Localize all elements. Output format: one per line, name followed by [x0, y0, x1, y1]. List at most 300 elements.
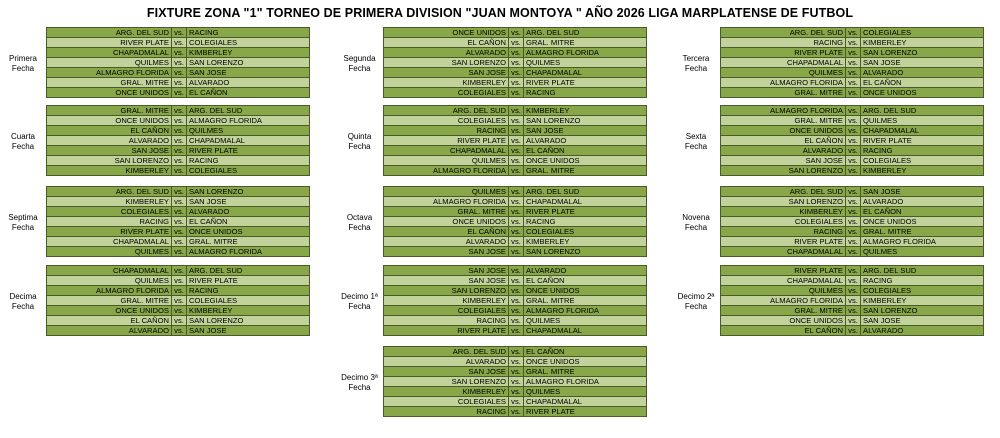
fecha-label-line2: Fecha — [348, 141, 371, 151]
match-row — [721, 38, 984, 48]
home-team: ONCE UNIDOS — [47, 306, 172, 316]
vs-label: vs. — [509, 58, 524, 68]
match-row — [721, 126, 984, 136]
match-row — [721, 68, 984, 78]
home-team: GRAL. MITRE — [47, 78, 172, 88]
vs-label: vs. — [509, 286, 524, 296]
match-row — [47, 266, 310, 276]
fecha-label-line1: Novena — [682, 212, 710, 222]
away-team: ARG. DEL SUD — [187, 106, 310, 116]
away-team: RIVER PLATE — [524, 207, 647, 217]
away-team: RACING — [187, 28, 310, 38]
match-row — [47, 126, 310, 136]
match-row — [384, 286, 647, 296]
vs-label: vs. — [509, 156, 524, 166]
away-team: ALMAGRO FLORIDA — [524, 377, 647, 387]
fecha-label-line1: Octava — [346, 212, 373, 222]
away-team: CHAPADMALAL — [524, 326, 647, 336]
home-team: COLEGIALES — [384, 88, 509, 98]
vs-label: vs. — [172, 28, 187, 38]
fecha-label — [336, 54, 383, 74]
away-team: QUILMES — [524, 316, 647, 326]
match-row — [384, 347, 647, 357]
away-team: EL CAÑON — [861, 207, 984, 217]
match-row — [47, 28, 310, 38]
vs-label: vs. — [846, 156, 861, 166]
away-team: RACING — [524, 217, 647, 227]
vs-label: vs. — [509, 377, 524, 387]
fixture-table — [720, 265, 984, 336]
match-row — [384, 217, 647, 227]
home-team: EL CAÑON — [47, 126, 172, 136]
home-team: CHAPADMALAL — [47, 237, 172, 247]
home-team: ALMAGRO FLORIDA — [47, 68, 172, 78]
vs-label: vs. — [509, 276, 524, 286]
fecha-label-line2: Fecha — [11, 141, 35, 151]
fecha-label — [0, 54, 46, 74]
vs-label: vs. — [172, 166, 187, 176]
match-row — [384, 187, 647, 197]
home-team: ALVARADO — [47, 326, 172, 336]
vs-label: vs. — [846, 217, 861, 227]
vs-label: vs. — [846, 38, 861, 48]
vs-label: vs. — [172, 237, 187, 247]
home-team: SAN JOSE — [47, 146, 172, 156]
page-title: FIXTURE ZONA "1" TORNEO DE PRIMERA DIVISION "JUAN MONTOYA " AÑO 2026 LIGA MARPLATENSE DE FUTBOL — [146, 6, 854, 20]
away-team: ONCE UNIDOS — [861, 217, 984, 227]
vs-label: vs. — [846, 266, 861, 276]
vs-label: vs. — [509, 187, 524, 197]
vs-label: vs. — [846, 286, 861, 296]
away-team: ALVARADO — [524, 136, 647, 146]
fecha-label — [336, 292, 383, 312]
home-team: ARG. DEL SUD — [721, 28, 846, 38]
home-team: KIMBERLEY — [384, 387, 509, 397]
match-row — [721, 207, 984, 217]
away-team: SAN JOSE — [187, 197, 310, 207]
away-team: GRAL. MITRE — [524, 296, 647, 306]
home-team: ALMAGRO FLORIDA — [47, 286, 172, 296]
home-team: EL CAÑON — [384, 227, 509, 237]
match-row — [384, 68, 647, 78]
match-row — [384, 367, 647, 377]
away-team: ONCE UNIDOS — [524, 286, 647, 296]
fecha-label-line1: Quinta — [347, 131, 372, 141]
home-team: GRAL. MITRE — [721, 88, 846, 98]
vs-label: vs. — [846, 316, 861, 326]
match-row — [384, 166, 647, 176]
fecha-label-line1: Tercera — [682, 53, 710, 63]
away-team: SAN JOSE — [861, 187, 984, 197]
fecha-label — [672, 132, 720, 152]
fecha-label-line2: Fecha — [11, 222, 35, 232]
home-team: ARG. DEL SUD — [47, 28, 172, 38]
match-row — [47, 316, 310, 326]
away-team: SAN LORENZO — [524, 116, 647, 126]
vs-label: vs. — [172, 106, 187, 116]
home-team: SAN JOSE — [384, 367, 509, 377]
vs-label: vs. — [509, 367, 524, 377]
vs-label: vs. — [509, 316, 524, 326]
away-team: SAN LORENZO — [524, 247, 647, 257]
vs-label: vs. — [846, 78, 861, 88]
match-row — [721, 116, 984, 126]
away-team: COLEGIALES — [187, 296, 310, 306]
home-team: RIVER PLATE — [721, 48, 846, 58]
away-team: SAN LORENZO — [187, 316, 310, 326]
vs-label: vs. — [509, 227, 524, 237]
away-team: KIMBERLEY — [524, 106, 647, 116]
fecha-label-line2: Fecha — [684, 141, 708, 151]
fecha-label-line1: Segunda — [343, 53, 376, 63]
match-row — [47, 116, 310, 126]
vs-label: vs. — [509, 217, 524, 227]
match-row — [47, 156, 310, 166]
home-team: QUILMES — [47, 58, 172, 68]
home-team: QUILMES — [721, 68, 846, 78]
fecha-label-line2: Fecha — [348, 63, 371, 73]
away-team: RACING — [187, 156, 310, 166]
fecha-label-line2: Fecha — [348, 301, 371, 311]
away-team: ARG. DEL SUD — [861, 106, 984, 116]
match-row — [47, 78, 310, 88]
home-team: CHAPADMALAL — [47, 266, 172, 276]
match-row — [721, 88, 984, 98]
match-row — [384, 146, 647, 156]
fecha-label-line1: Primera — [8, 53, 37, 63]
away-team: QUILMES — [187, 126, 310, 136]
home-team: GRAL. MITRE — [721, 116, 846, 126]
away-team: RACING — [524, 88, 647, 98]
vs-label: vs. — [172, 276, 187, 286]
match-row — [384, 357, 647, 367]
home-team: RACING — [47, 217, 172, 227]
away-team: KIMBERLEY — [861, 38, 984, 48]
away-team: ARG. DEL SUD — [187, 266, 310, 276]
away-team: EL CAÑON — [524, 347, 647, 357]
match-row — [721, 247, 984, 257]
match-row — [384, 58, 647, 68]
fecha-label-line2: Fecha — [348, 222, 371, 232]
fecha-label-line1: Decimo 2ª — [677, 291, 715, 301]
vs-label: vs. — [509, 357, 524, 367]
vs-label: vs. — [172, 126, 187, 136]
home-team: ONCE UNIDOS — [47, 116, 172, 126]
home-team: EL CAÑON — [721, 326, 846, 336]
away-team: EL CAÑON — [524, 146, 647, 156]
vs-label: vs. — [509, 136, 524, 146]
vs-label: vs. — [172, 48, 187, 58]
away-team: SAN JOSE — [524, 126, 647, 136]
match-row — [47, 68, 310, 78]
vs-label: vs. — [846, 136, 861, 146]
fecha-label — [672, 213, 720, 233]
home-team: ARG. DEL SUD — [384, 347, 509, 357]
fixture-table — [383, 265, 647, 336]
match-row — [384, 397, 647, 407]
home-team: EL CAÑON — [384, 38, 509, 48]
away-team: GRAL. MITRE — [861, 227, 984, 237]
vs-label: vs. — [846, 116, 861, 126]
home-team: SAN LORENZO — [721, 197, 846, 207]
fecha-label-line2: Fecha — [684, 301, 708, 311]
match-row — [721, 227, 984, 237]
away-team: CHAPADMALAL — [187, 136, 310, 146]
match-row — [384, 296, 647, 306]
fecha-label — [336, 373, 383, 393]
home-team: ONCE UNIDOS — [721, 126, 846, 136]
away-team: COLEGIALES — [861, 286, 984, 296]
home-team: CHAPADMALAL — [721, 276, 846, 286]
vs-label: vs. — [172, 247, 187, 257]
away-team: SAN LORENZO — [187, 58, 310, 68]
fecha-label — [0, 213, 46, 233]
vs-label: vs. — [172, 316, 187, 326]
vs-label: vs. — [509, 247, 524, 257]
match-row — [47, 276, 310, 286]
home-team: ALVARADO — [384, 48, 509, 58]
fecha-label — [336, 213, 383, 233]
away-team: KIMBERLEY — [861, 166, 984, 176]
fixture-table — [46, 105, 310, 176]
vs-label: vs. — [509, 197, 524, 207]
fecha-label-line1: Decimo 1ª — [341, 291, 378, 301]
away-team: ALVARADO — [861, 68, 984, 78]
match-row — [47, 237, 310, 247]
away-team: ALMAGRO FLORIDA — [861, 237, 984, 247]
fecha-label-line1: Sexta — [685, 131, 707, 141]
vs-label: vs. — [509, 106, 524, 116]
vs-label: vs. — [846, 237, 861, 247]
vs-label: vs. — [509, 326, 524, 336]
away-team: KIMBERLEY — [187, 48, 310, 58]
vs-label: vs. — [846, 126, 861, 136]
home-team: ONCE UNIDOS — [47, 88, 172, 98]
vs-label: vs. — [509, 116, 524, 126]
match-row — [384, 387, 647, 397]
match-row — [47, 48, 310, 58]
vs-label: vs. — [172, 68, 187, 78]
vs-label: vs. — [509, 146, 524, 156]
home-team: ONCE UNIDOS — [721, 316, 846, 326]
vs-label: vs. — [846, 187, 861, 197]
home-team: CHAPADMALAL — [384, 146, 509, 156]
match-row — [47, 227, 310, 237]
home-team: CHAPADMALAL — [47, 48, 172, 58]
vs-label: vs. — [509, 266, 524, 276]
home-team: ALVARADO — [47, 136, 172, 146]
match-row — [721, 136, 984, 146]
fecha-label-line1: Septima — [8, 212, 38, 222]
vs-label: vs. — [846, 247, 861, 257]
away-team: ALVARADO — [187, 207, 310, 217]
match-row — [384, 316, 647, 326]
fecha-label-line2: Fecha — [11, 63, 35, 73]
vs-label: vs. — [172, 58, 187, 68]
home-team: ALVARADO — [721, 146, 846, 156]
away-team: EL CAÑON — [187, 88, 310, 98]
match-row — [47, 106, 310, 116]
match-row — [384, 407, 647, 417]
home-team: GRAL. MITRE — [721, 306, 846, 316]
away-team: GRAL. MITRE — [524, 38, 647, 48]
vs-label: vs. — [172, 78, 187, 88]
vs-label: vs. — [846, 68, 861, 78]
home-team: ARG. DEL SUD — [384, 106, 509, 116]
vs-label: vs. — [846, 106, 861, 116]
home-team: SAN JOSE — [721, 156, 846, 166]
away-team: ALVARADO — [861, 326, 984, 336]
match-row — [384, 156, 647, 166]
home-team: ALMAGRO FLORIDA — [721, 296, 846, 306]
away-team: SAN JOSE — [861, 58, 984, 68]
match-row — [384, 88, 647, 98]
match-row — [47, 58, 310, 68]
away-team: CHAPADMALAL — [524, 197, 647, 207]
home-team: RIVER PLATE — [384, 136, 509, 146]
away-team: ARG. DEL SUD — [524, 28, 647, 38]
fecha-label-line1: Decima — [9, 291, 37, 301]
away-team: CHAPADMALAL — [524, 68, 647, 78]
vs-label: vs. — [846, 197, 861, 207]
fixture-table — [383, 27, 647, 98]
away-team: QUILMES — [861, 116, 984, 126]
away-team: ALVARADO — [187, 78, 310, 88]
away-team: SAN LORENZO — [861, 306, 984, 316]
match-row — [384, 136, 647, 146]
match-row — [384, 48, 647, 58]
match-row — [721, 146, 984, 156]
home-team: SAN JOSE — [384, 266, 509, 276]
vs-label: vs. — [172, 156, 187, 166]
fecha-label — [336, 132, 383, 152]
match-row — [47, 187, 310, 197]
home-team: RIVER PLATE — [47, 227, 172, 237]
vs-label: vs. — [509, 347, 524, 357]
fixture-table — [720, 105, 984, 176]
home-team: RIVER PLATE — [721, 266, 846, 276]
home-team: RACING — [721, 38, 846, 48]
vs-label: vs. — [172, 197, 187, 207]
away-team: ALVARADO — [524, 266, 647, 276]
home-team: RACING — [384, 316, 509, 326]
match-row — [384, 197, 647, 207]
home-team: KIMBERLEY — [47, 166, 172, 176]
home-team: RIVER PLATE — [721, 237, 846, 247]
home-team: SAN JOSE — [384, 276, 509, 286]
fixture-table — [720, 27, 984, 98]
home-team: ALVARADO — [384, 237, 509, 247]
match-row — [47, 207, 310, 217]
vs-label: vs. — [509, 78, 524, 88]
vs-label: vs. — [172, 286, 187, 296]
vs-label: vs. — [846, 146, 861, 156]
match-row — [47, 88, 310, 98]
home-team: SAN LORENZO — [721, 166, 846, 176]
match-row — [384, 266, 647, 276]
match-row — [47, 197, 310, 207]
home-team: CHAPADMALAL — [721, 247, 846, 257]
match-row — [384, 116, 647, 126]
match-row — [721, 306, 984, 316]
fixture-table — [720, 186, 984, 257]
vs-label: vs. — [846, 296, 861, 306]
home-team: RIVER PLATE — [384, 326, 509, 336]
fecha-label-line2: Fecha — [684, 222, 708, 232]
home-team: COLEGIALES — [384, 306, 509, 316]
vs-label: vs. — [509, 68, 524, 78]
away-team: SAN JOSE — [187, 326, 310, 336]
away-team: CHAPADMALAL — [524, 397, 647, 407]
match-row — [721, 106, 984, 116]
vs-label: vs. — [172, 227, 187, 237]
fecha-label-line1: Decimo 3ª — [341, 372, 378, 382]
vs-label: vs. — [172, 146, 187, 156]
vs-label: vs. — [846, 88, 861, 98]
match-row — [47, 286, 310, 296]
away-team: COLEGIALES — [861, 28, 984, 38]
match-row — [47, 136, 310, 146]
match-row — [721, 156, 984, 166]
vs-label: vs. — [846, 227, 861, 237]
away-team: ALVARADO — [861, 197, 984, 207]
away-team: ONCE UNIDOS — [524, 357, 647, 367]
home-team: EL CAÑON — [47, 316, 172, 326]
away-team: ALMAGRO FLORIDA — [187, 247, 310, 257]
vs-label: vs. — [509, 28, 524, 38]
match-row — [721, 296, 984, 306]
home-team: COLEGIALES — [384, 397, 509, 407]
away-team: SAN LORENZO — [861, 48, 984, 58]
match-row — [721, 286, 984, 296]
match-row — [721, 266, 984, 276]
match-row — [384, 207, 647, 217]
match-row — [384, 326, 647, 336]
home-team: ALMAGRO FLORIDA — [384, 166, 509, 176]
vs-label: vs. — [172, 38, 187, 48]
home-team: GRAL. MITRE — [47, 296, 172, 306]
fecha-label-line1: Cuarta — [10, 131, 35, 141]
match-row — [384, 276, 647, 286]
vs-label: vs. — [846, 326, 861, 336]
home-team: ALVARADO — [384, 357, 509, 367]
home-team: ALMAGRO FLORIDA — [721, 78, 846, 88]
match-row — [721, 28, 984, 38]
away-team: QUILMES — [861, 247, 984, 257]
match-row — [721, 197, 984, 207]
home-team: GRAL. MITRE — [384, 207, 509, 217]
away-team: KIMBERLEY — [524, 237, 647, 247]
home-team: COLEGIALES — [721, 217, 846, 227]
vs-label: vs. — [509, 387, 524, 397]
vs-label: vs. — [846, 28, 861, 38]
away-team: ARG. DEL SUD — [524, 187, 647, 197]
fixture-table — [46, 27, 310, 98]
away-team: KIMBERLEY — [861, 296, 984, 306]
away-team: RIVER PLATE — [524, 407, 647, 417]
away-team: GRAL. MITRE — [187, 237, 310, 247]
home-team: RACING — [384, 407, 509, 417]
vs-label: vs. — [172, 136, 187, 146]
match-row — [384, 28, 647, 38]
away-team: GRAL. MITRE — [524, 166, 647, 176]
vs-label: vs. — [509, 166, 524, 176]
vs-label: vs. — [509, 38, 524, 48]
vs-label: vs. — [846, 58, 861, 68]
vs-label: vs. — [172, 88, 187, 98]
match-row — [721, 316, 984, 326]
fixture-table — [46, 186, 310, 257]
